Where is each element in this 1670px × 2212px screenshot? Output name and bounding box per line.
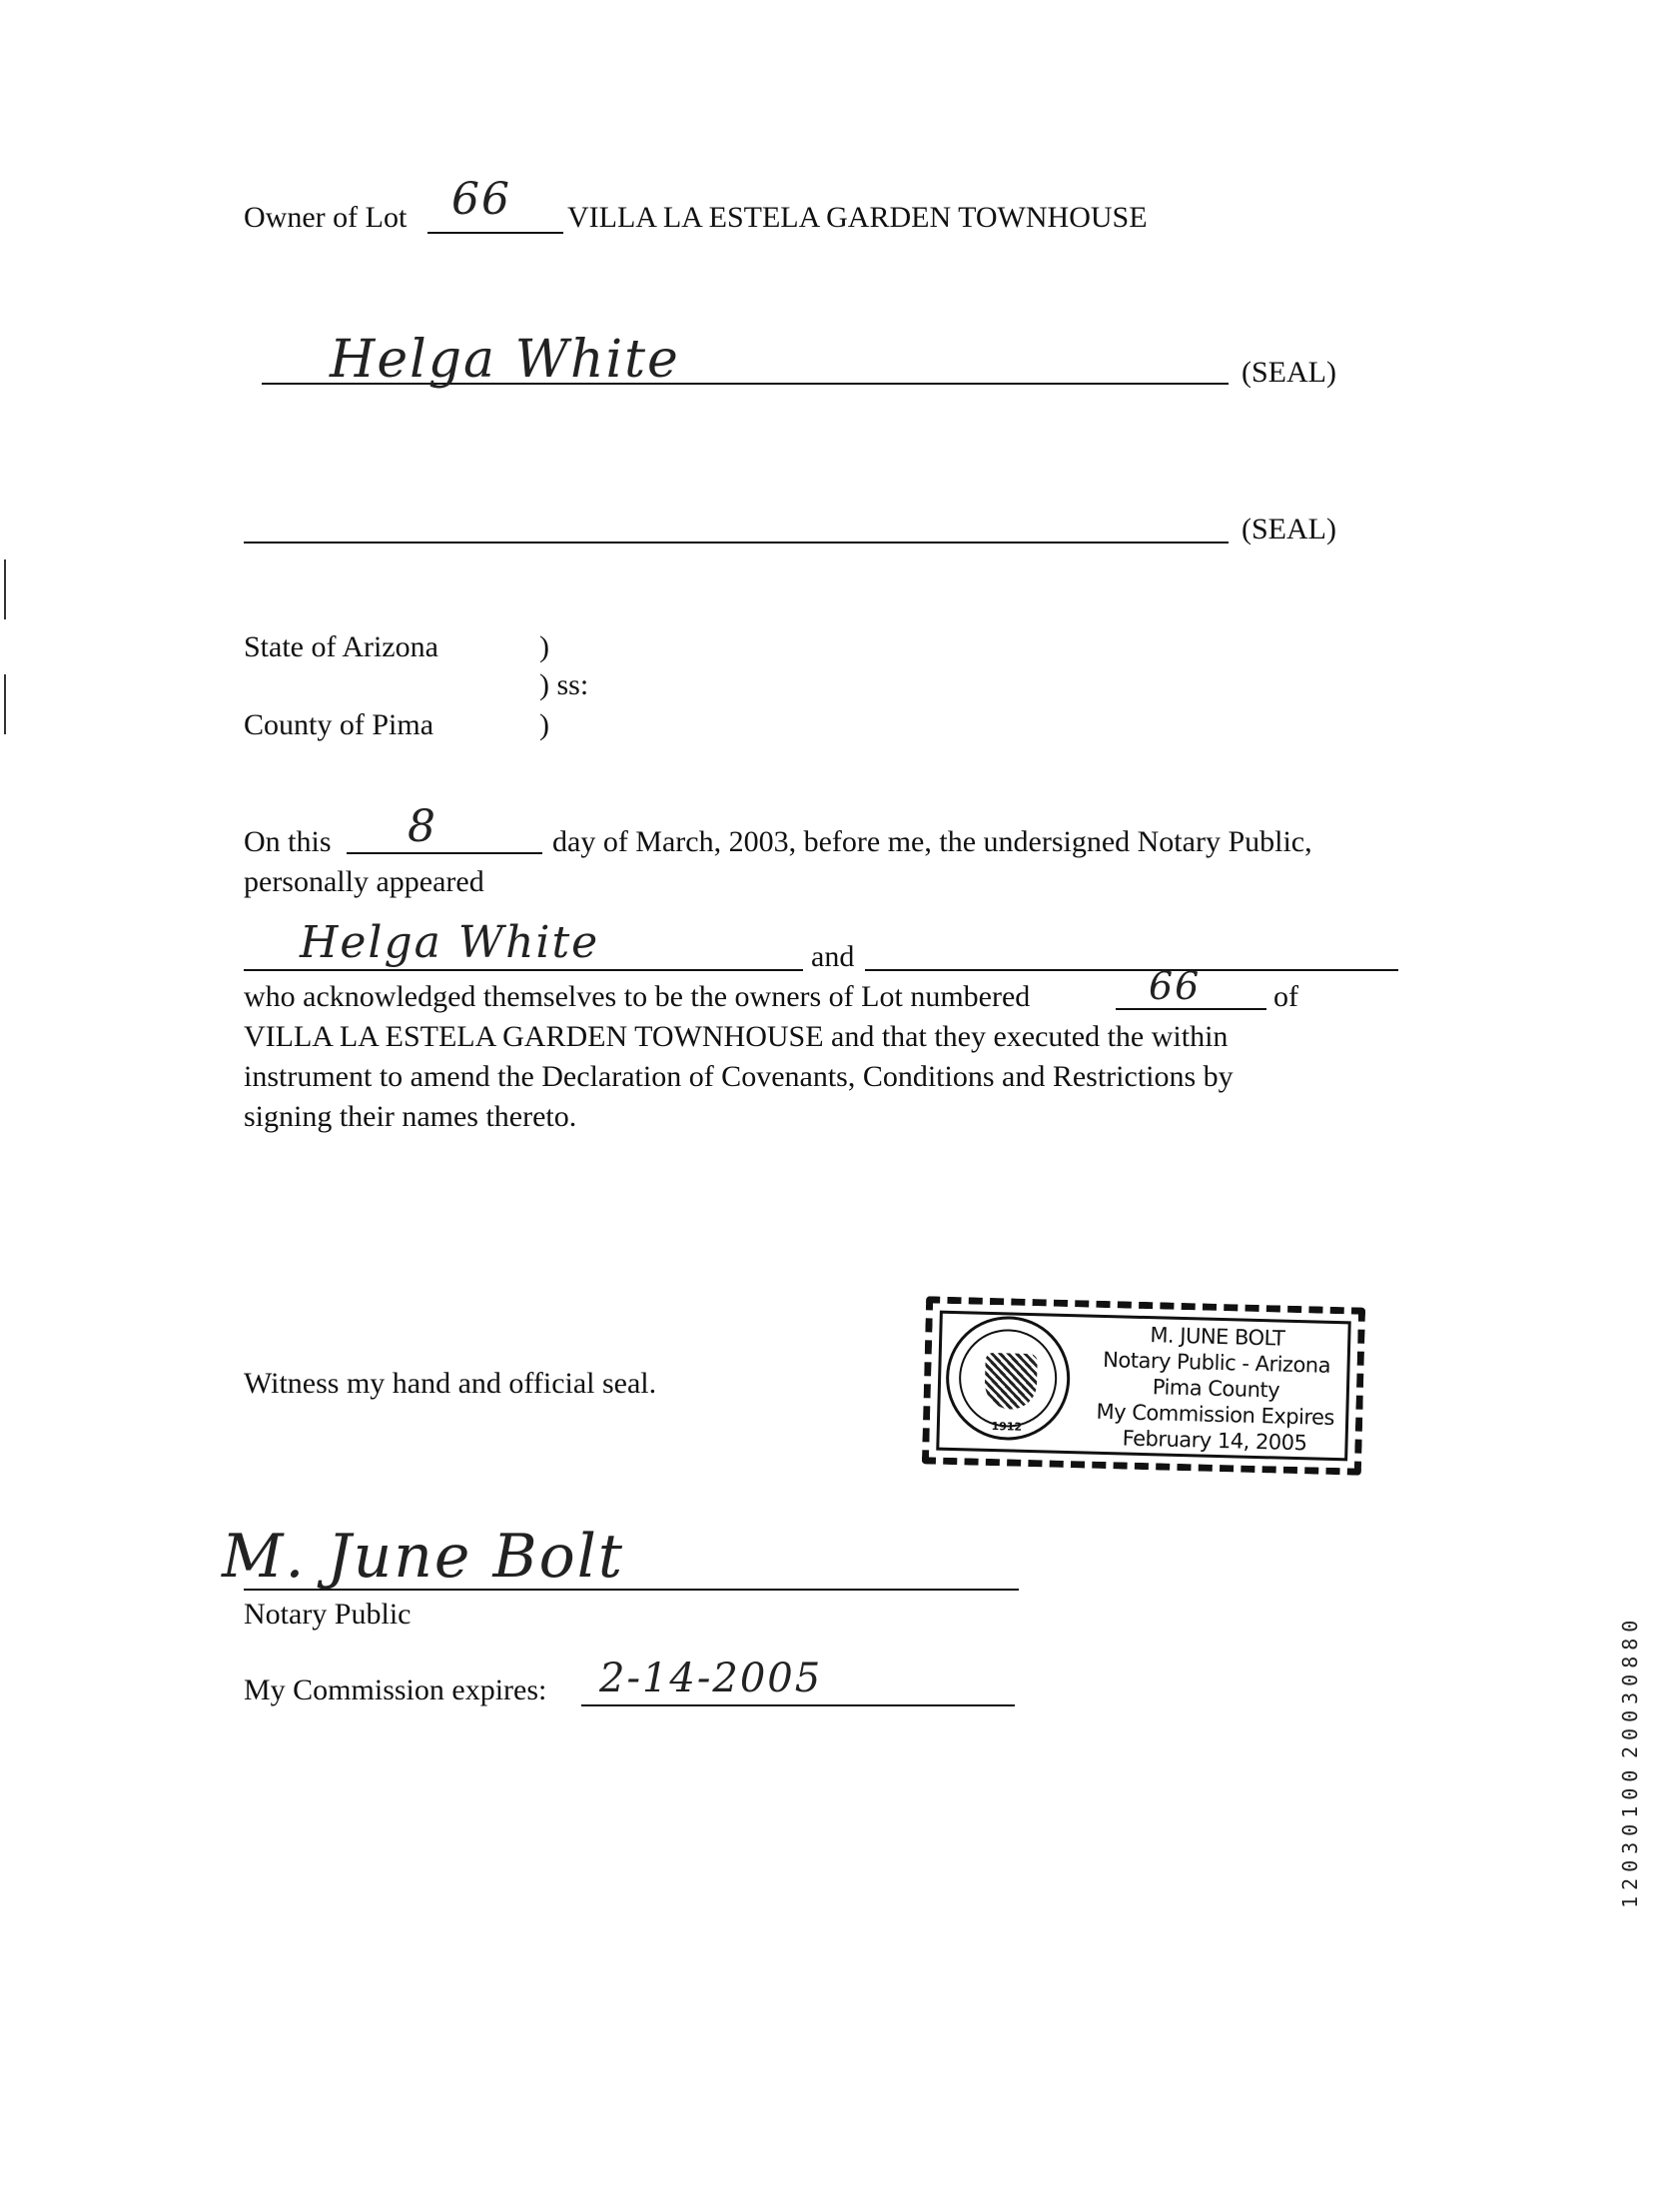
venue-ss: ) ss: [539,668,589,701]
notary-signature: M. June Bolt [222,1522,625,1592]
ack-line3-prefix: who acknowledged themselves to be the owners of Lot numbered [244,980,1031,1013]
ack-line1-suffix: day of March, 2003, before me, the undersigned Notary Public, [552,825,1312,858]
recording-code-lower: 12030100 [1618,1763,1642,1908]
appeared-name-line [244,969,803,971]
seal-label-2: (SEAL) [1242,513,1336,546]
stamp-line-commission: My Commission Expires [1096,1399,1335,1431]
venue-paren-top: ) [539,630,549,663]
state-label: State of Arizona [244,630,438,663]
owner-signature-1: Helga White [330,330,680,390]
appeared-name-handwritten: Helga White [300,917,600,968]
venue-paren-bottom: ) [539,708,549,741]
notary-public-label: Notary Public [244,1598,412,1631]
stamp-line-county: Pima County [1152,1375,1280,1403]
ack-line3-suffix: of [1273,980,1298,1013]
notary-stamp [922,1296,1365,1475]
witness-text: Witness my hand and official seal. [244,1367,657,1400]
scan-mark [4,674,6,734]
recording-code-upper: 20030880 [1618,1614,1642,1758]
seal-label-1: (SEAL) [1242,356,1336,389]
seal-year: 1912 [991,1420,1023,1434]
ack-line6: signing their names thereto. [244,1100,577,1133]
commission-date-handwritten: 2-14-2005 [599,1656,823,1701]
county-label: County of Pima [244,708,434,741]
stamp-line-title: Notary Public - Arizona [1102,1347,1331,1378]
lot-number-line [427,232,563,234]
ack-line4: VILLA LA ESTELA GARDEN TOWNHOUSE and that they executed the within [244,1020,1229,1053]
day-line [347,852,542,854]
subdivision-name: VILLA LA ESTELA GARDEN TOWNHOUSE [567,201,1148,234]
ack-on-this: On this [244,825,332,858]
second-appeared-name-line [865,969,1398,971]
lot-numbered-handwritten: 66 [1149,964,1202,1008]
commission-expires-label: My Commission expires: [244,1673,547,1706]
owner-signature-line-2 [244,542,1229,544]
lot-numbered-line [1116,1008,1266,1010]
stamp-line-name: M. JUNE BOLT [1150,1323,1285,1351]
stamp-line-date: February 14, 2005 [1122,1426,1307,1456]
and-label: and [811,940,855,973]
commission-date-line [581,1704,1015,1706]
scan-mark [4,559,6,619]
stamp-text [1072,1320,1359,1457]
ack-line5: instrument to amend the Declaration of Covenants, Conditions and Restrictions by [244,1060,1234,1093]
ack-line2: personally appeared [244,865,484,898]
day-handwritten: 8 [408,801,437,852]
owner-of-lot-label: Owner of Lot [244,201,408,234]
lot-number-handwritten: 66 [451,174,511,225]
